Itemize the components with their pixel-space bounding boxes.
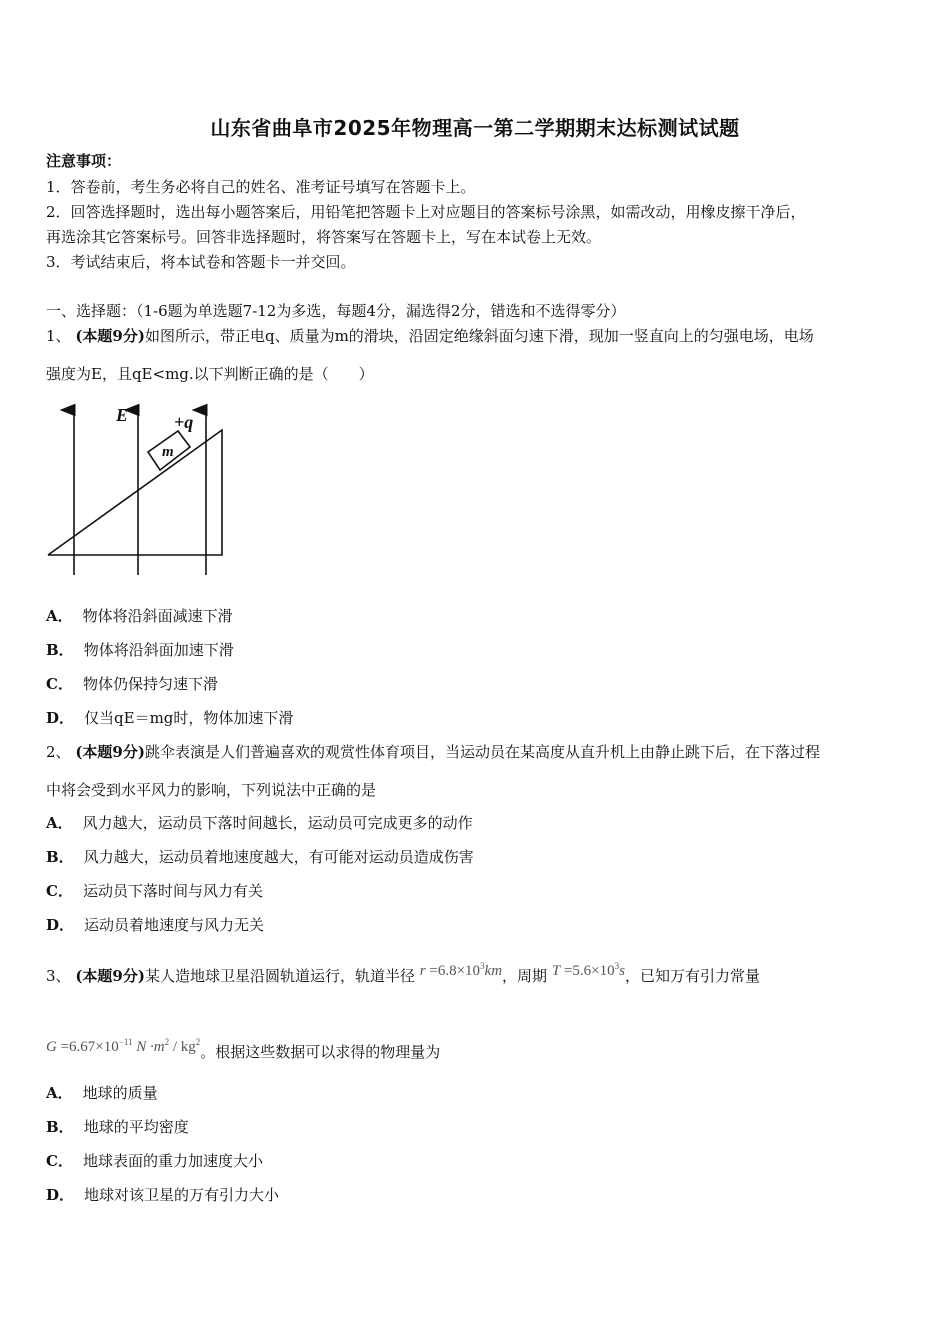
option-1a: A． 物体将沿斜面减速下滑	[46, 607, 233, 625]
question-score: (本题9分)	[75, 743, 145, 761]
notice-item-1: 1．答卷前，考生务必将自己的姓名、准考证号填写在答题卡上。	[46, 178, 476, 196]
option-2c: C． 运动员下落时间与风力有关	[46, 882, 263, 900]
option-3c: C． 地球表面的重力加速度大小	[46, 1152, 263, 1170]
question-3-line-2: $G =6.67\times 10^{-11}$ $N \cdot m^2 / kg^2$。根据这些数据可以求得的物理量为	[46, 1037, 441, 1061]
label-E: E	[116, 405, 129, 425]
question-1-line-2: 强度为E，且qE<mg.以下判断正确的是（ ）	[46, 365, 374, 383]
question-2-line-2: 中将会受到水平风力的影响，下列说法中正确的是	[46, 781, 377, 799]
question-number: 3、	[46, 967, 71, 985]
notice-item-3: 3．考试结束后，将本试卷和答题卡一并交回。	[46, 253, 356, 271]
question-score: (本题9分)	[75, 967, 145, 985]
option-3d: D． 地球对该卫星的万有引力大小	[46, 1186, 280, 1204]
question-1-line-1	[46, 326, 814, 346]
option-1c: C． 物体仍保持匀速下滑	[46, 675, 218, 693]
incline-figure	[40, 400, 240, 580]
question-text: 跳伞表演是人们普遍喜欢的观赏性体育项目，当运动员在某高度从直升机上由静止跳下后，在下落过程	[144, 743, 820, 761]
option-2d: D． 运动员着地速度与风力无关	[46, 916, 265, 934]
option-2a: A． 风力越大，运动员下落时间越长，运动员可完成更多的动作	[46, 814, 473, 832]
formula-radius: $r =6.8\times 10^3km$	[419, 961, 503, 979]
option-2b: B． 风力越大，运动员着地速度越大，有可能对运动员造成伤害	[46, 848, 474, 866]
notice-item-2-cont: 再选涂其它答案标号。回答非选择题时，将答案写在答题卡上，写在本试卷上无效。	[46, 228, 602, 246]
label-m: m	[162, 444, 174, 460]
question-text: 某人造地球卫星沿圆轨道运行，轨道半径	[144, 967, 415, 985]
question-score: (本题9分)	[75, 327, 145, 345]
notice-heading: 注意事项：	[46, 152, 122, 170]
question-number: 1、	[46, 327, 71, 345]
formula-gravitational-constant: $G =6.67\times 10^{-11}$ $N \cdot m^2 / kg^2$	[46, 1037, 201, 1055]
label-q: +q	[174, 412, 194, 432]
question-3-line-1: 3、 (本题9分)某人造地球卫星沿圆轨道运行，轨道半径 $r =6.8\times 10^3km$，周期 $T =5.6\times 10^3s$，已知万有引力常量	[46, 961, 760, 985]
section-heading: 一、选择题：（1-6题为单选题7-12为多选，每题4分，漏选得2分，错选和不选得零分）	[46, 302, 626, 320]
option-1b: B． 物体将沿斜面加速下滑	[46, 641, 234, 659]
question-number: 2、	[46, 743, 71, 761]
option-1d: D． 仅当qE＝mg时，物体加速下滑	[46, 709, 294, 727]
question-2-line-1	[46, 742, 820, 762]
option-3a: A． 地球的质量	[46, 1084, 158, 1102]
question-text: 如图所示，带正电q、质量为m的滑块，沿固定绝缘斜面匀速下滑，现加一竖直向上的匀强电场，电场	[144, 327, 814, 345]
notice-item-2: 2．回答选择题时，选出每小题答案后，用铅笔把答题卡上对应题目的答案标号涂黑，如需改动，用橡皮擦干净后，	[46, 203, 806, 221]
option-3b: B． 地球的平均密度	[46, 1118, 189, 1136]
page-title: 山东省曲阜市2025年物理高一第二学期期末达标测试试题	[210, 116, 740, 140]
formula-period: $T =5.6\times 10^3s$	[551, 961, 625, 979]
